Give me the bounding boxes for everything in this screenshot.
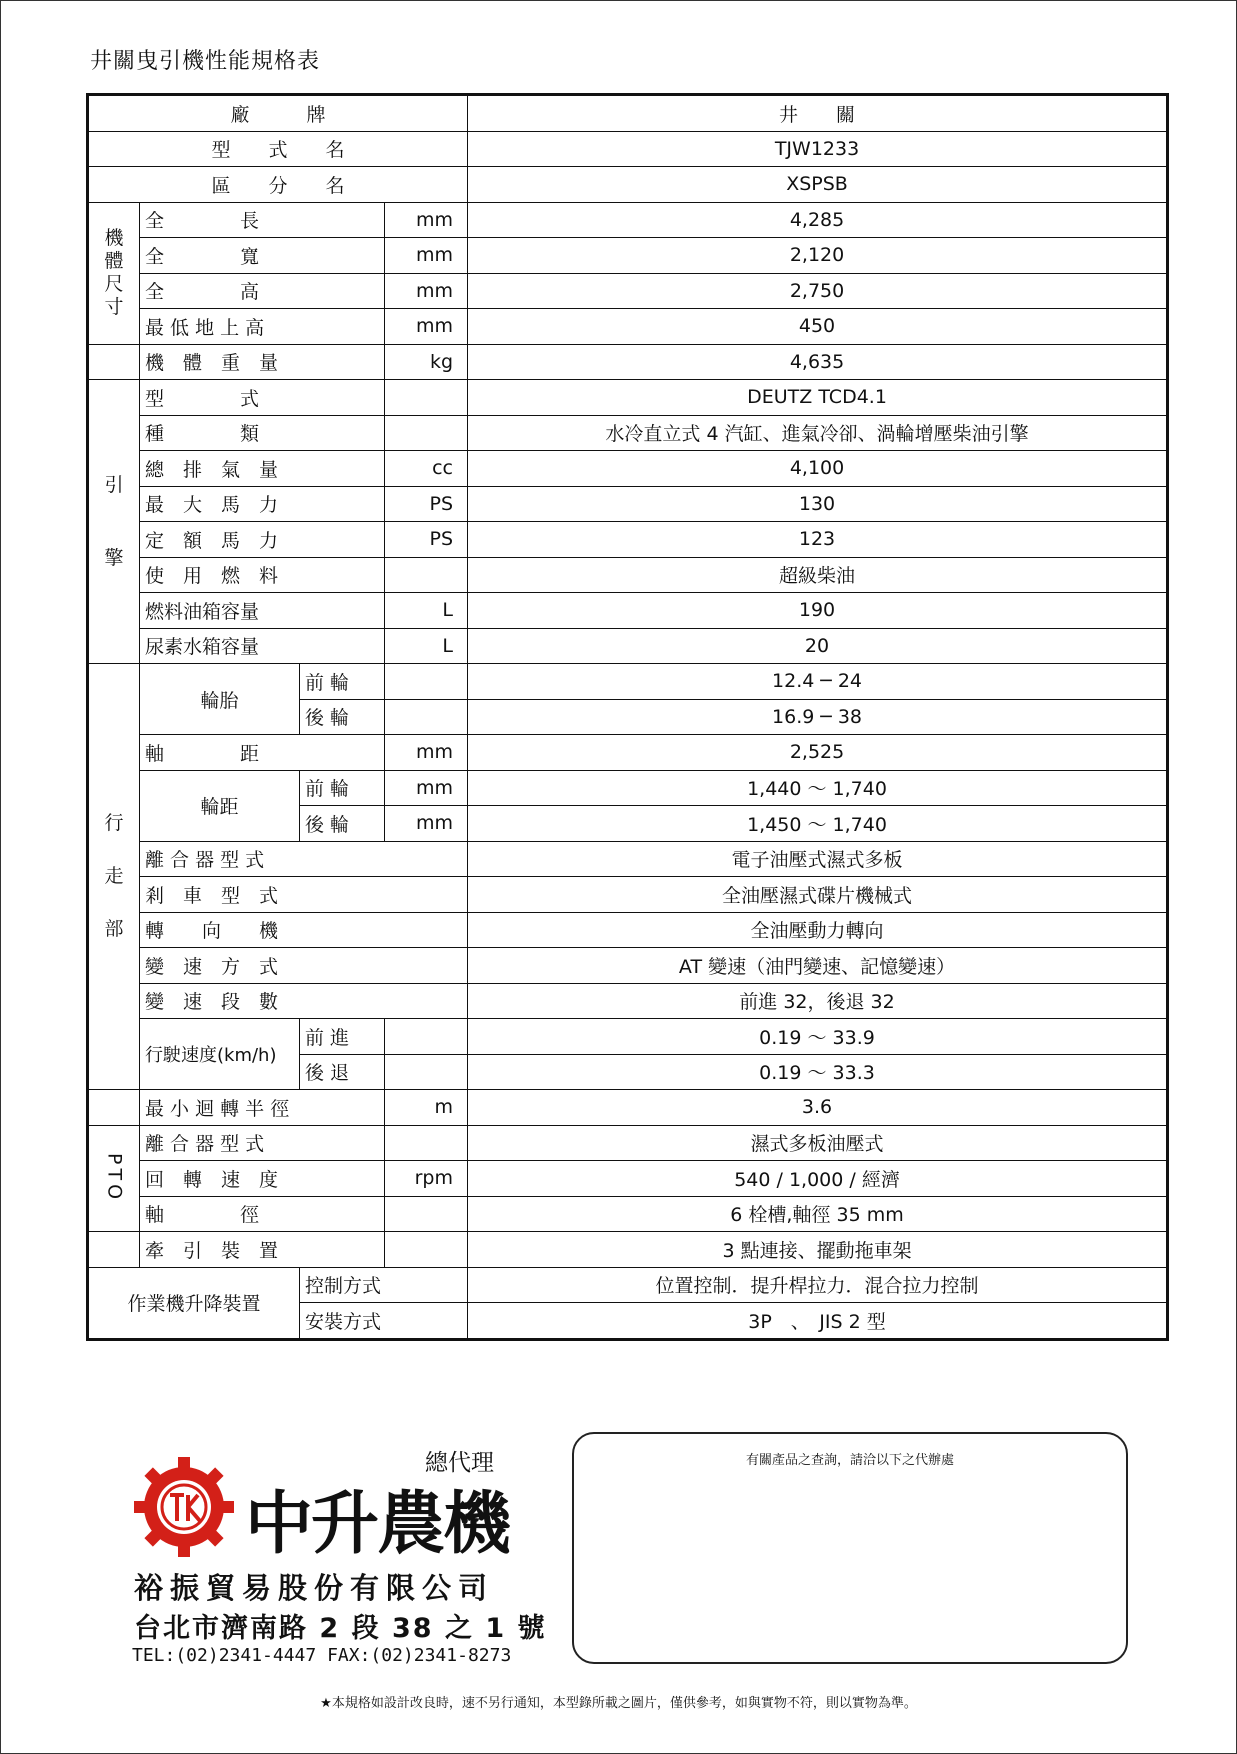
table-row (88, 202, 1168, 238)
page-title: 井關曳引機性能規格表 (90, 49, 321, 74)
label-fuel: 使 用 燃 料 (140, 557, 385, 593)
group-pto: PTO (88, 1125, 140, 1232)
label-brake: 剎 車 型 式 (140, 877, 468, 913)
table-row (88, 273, 1168, 309)
label-clutch: 離 合 器 型 式 (140, 841, 468, 877)
table-row (88, 1196, 1168, 1232)
table-row (88, 593, 1168, 629)
dealer-label: 有關產品之查詢，請洽以下之代辦處 (745, 1453, 954, 1468)
value-pto-clutch: 濕式多板油壓式 (468, 1125, 1168, 1161)
unit-length: mm (385, 202, 468, 238)
table-row (88, 628, 1168, 664)
label-engine-kind: 種 類 (140, 415, 385, 451)
value-weight: 4,635 (468, 344, 1168, 380)
value-rated-power: 123 (468, 522, 1168, 558)
table-row (88, 664, 1168, 700)
label-pto-clutch: 離 合 器 型 式 (140, 1125, 385, 1161)
label-travel-speed: 行駛速度(km/h) (140, 1019, 300, 1090)
value-pto-speed: 540 / 1,000 / 經濟 (468, 1161, 1168, 1197)
value-engine-type: DEUTZ TCD4.1 (468, 380, 1168, 416)
table-row (88, 1090, 1168, 1126)
label-steering: 轉 向 機 (140, 912, 468, 948)
table-row (88, 735, 1168, 771)
label-tread-front: 前 輪 (300, 770, 385, 806)
table-row (88, 309, 1168, 345)
label-control-method: 控制方式 (300, 1267, 468, 1303)
label-tire: 輪胎 (140, 664, 300, 735)
value-pto-shaft: 6 栓槽,軸徑 35 mm (468, 1196, 1168, 1232)
label-weight: 機 體 重 量 (140, 344, 385, 380)
label-fuel-tank: 燃料油箱容量 (140, 593, 385, 629)
label-engine-type: 型 式 (140, 380, 385, 416)
value-brake: 全油壓濕式碟片機械式 (468, 877, 1168, 913)
value-brand: 井 關 (468, 95, 1168, 132)
label-speed-reverse: 後 退 (300, 1054, 385, 1090)
value-max-power: 130 (468, 486, 1168, 522)
table-row (88, 167, 1168, 203)
table-row (88, 1232, 1168, 1268)
value-tire-rear: 16.9 ─ 38 (468, 699, 1168, 735)
unit-clearance: mm (385, 309, 468, 345)
table-row (88, 1019, 1168, 1055)
table-row (88, 1125, 1168, 1161)
group-travel: 行 走 部 (88, 664, 140, 1090)
footnote: ★本規格如設計改良時，速不另行通知，本型錄所載之圖片，僅供參考，如與實物不符，則以實物為準。 (320, 1696, 917, 1711)
table-row (88, 451, 1168, 487)
value-speeds: 前進 32，後退 32 (468, 983, 1168, 1019)
unit-turn-radius: m (385, 1090, 468, 1126)
value-class: XSPSB (468, 167, 1168, 203)
value-width: 2,120 (468, 238, 1168, 274)
table-row (88, 877, 1168, 913)
table-row (88, 1267, 1168, 1303)
label-pto-shaft: 軸 徑 (140, 1196, 385, 1232)
company-gear-logo (132, 1455, 236, 1559)
label-width: 全 寬 (140, 238, 385, 274)
unit-urea-tank: L (385, 628, 468, 664)
unit-tread-rear: mm (385, 806, 468, 842)
value-height: 2,750 (468, 273, 1168, 309)
group-body-size: 機 體 尺 寸 (88, 202, 140, 344)
unit-rated-power: PS (385, 522, 468, 558)
label-displacement: 總 排 氣 量 (140, 451, 385, 487)
table-row (88, 522, 1168, 558)
table-row (88, 95, 1168, 132)
label-pto-speed: 回 轉 速 度 (140, 1161, 385, 1197)
label-speeds: 變 速 段 數 (140, 983, 468, 1019)
table-row (88, 948, 1168, 984)
table-row (88, 486, 1168, 522)
label-brand: 廠 牌 (88, 95, 468, 132)
brand-name: 中升農機 (245, 1485, 510, 1564)
unit-pto-speed: rpm (385, 1161, 468, 1197)
unit-wheelbase: mm (385, 735, 468, 771)
company-address: 台北市濟南路 2 段 38 之 1 號 (134, 1613, 547, 1644)
table-row (88, 131, 1168, 167)
label-clearance: 最 低 地 上 高 (140, 309, 385, 345)
value-clearance: 450 (468, 309, 1168, 345)
label-rated-power: 定 額 馬 力 (140, 522, 385, 558)
label-length: 全 長 (140, 202, 385, 238)
label-hitch: 牽 引 裝 置 (140, 1232, 385, 1268)
value-shift: AT 變速（油門變速、記憶變速） (468, 948, 1168, 984)
label-speed-forward: 前 進 (300, 1019, 385, 1055)
value-wheelbase: 2,525 (468, 735, 1168, 771)
label-tire-rear: 後 輪 (300, 699, 385, 735)
label-tire-front: 前 輪 (300, 664, 385, 700)
spec-table (86, 93, 1169, 1341)
table-row (88, 770, 1168, 806)
value-length: 4,285 (468, 202, 1168, 238)
unit-weight: kg (385, 344, 468, 380)
dealer-box (572, 1432, 1128, 1664)
table-row (88, 238, 1168, 274)
label-wheelbase: 軸 距 (140, 735, 385, 771)
label-turn-radius: 最 小 迴 轉 半 徑 (140, 1090, 385, 1126)
label-max-power: 最 大 馬 力 (140, 486, 385, 522)
value-tread-rear: 1,450 ～ 1,740 (468, 806, 1168, 842)
value-mount-method: 3P 、 JIS 2 型 (468, 1303, 1168, 1340)
unit-fuel-tank: L (385, 593, 468, 629)
label-class: 區 分 名 (88, 167, 468, 203)
value-displacement: 4,100 (468, 451, 1168, 487)
table-row (88, 841, 1168, 877)
table-row (88, 344, 1168, 380)
table-row (88, 380, 1168, 416)
unit-width: mm (385, 238, 468, 274)
label-height: 全 高 (140, 273, 385, 309)
value-fuel-tank: 190 (468, 593, 1168, 629)
label-tread: 輪距 (140, 770, 300, 841)
unit-max-power: PS (385, 486, 468, 522)
unit-height: mm (385, 273, 468, 309)
label-tread-rear: 後 輪 (300, 806, 385, 842)
table-row (88, 1161, 1168, 1197)
value-speed-reverse: 0.19 ～ 33.3 (468, 1054, 1168, 1090)
unit-tread-front: mm (385, 770, 468, 806)
value-fuel: 超級柴油 (468, 557, 1168, 593)
value-turn-radius: 3.6 (468, 1090, 1168, 1126)
label-model: 型 式 名 (88, 131, 468, 167)
agent-label: 總代理 (425, 1450, 494, 1476)
company-name: 裕振貿易股份有限公司 (134, 1571, 495, 1605)
table-row (88, 557, 1168, 593)
value-steering: 全油壓動力轉向 (468, 912, 1168, 948)
value-hitch: 3 點連接、擺動拖車架 (468, 1232, 1168, 1268)
value-urea-tank: 20 (468, 628, 1168, 664)
label-shift: 變 速 方 式 (140, 948, 468, 984)
label-mount-method: 安裝方式 (300, 1303, 468, 1340)
value-engine-kind: 水冷直立式 4 汽缸、進氣冷卻、渦輪增壓柴油引擎 (468, 415, 1168, 451)
value-control-method: 位置控制．提升桿拉力．混合拉力控制 (468, 1267, 1168, 1303)
label-urea-tank: 尿素水箱容量 (140, 628, 385, 664)
label-implement: 作業機升降裝置 (88, 1267, 300, 1339)
table-row (88, 415, 1168, 451)
value-clutch: 電子油壓式濕式多板 (468, 841, 1168, 877)
table-row (88, 983, 1168, 1019)
value-speed-forward: 0.19 ～ 33.9 (468, 1019, 1168, 1055)
value-tire-front: 12.4 ─ 24 (468, 664, 1168, 700)
group-engine: 引 擎 (88, 380, 140, 664)
value-tread-front: 1,440 ～ 1,740 (468, 770, 1168, 806)
table-row (88, 912, 1168, 948)
company-contact: TEL:(02)2341-4447 FAX:(02)2341-8273 (132, 1645, 512, 1666)
unit-displacement: cc (385, 451, 468, 487)
value-model: TJW1233 (468, 131, 1168, 167)
